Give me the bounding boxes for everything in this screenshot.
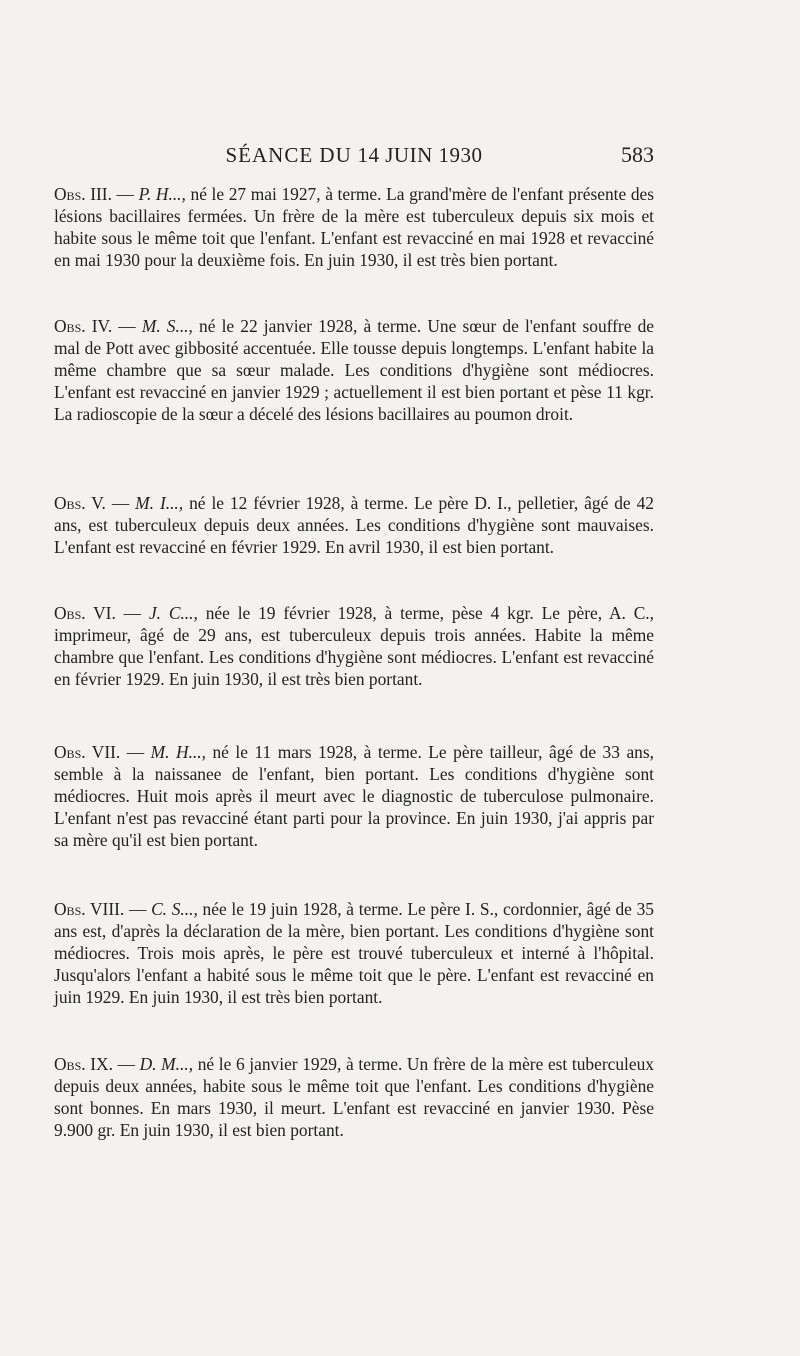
observation-dash: — xyxy=(115,603,149,623)
observation-7 xyxy=(54,741,654,851)
observation-label: Obs. VII. xyxy=(54,742,121,762)
observation-6 xyxy=(54,602,654,690)
observation-text: née le 19 février 1928, à terme, pèse 4 kgr. Le père, A. C., imprimeur, âgé de 29 ans, est tuberculeux depuis trois années. Habite la même chambre que l'enfant. Les conditions d'hygiène sont médiocres. L'enfant est revacciné en février 1929. En juin 1930, il est très bien portant. xyxy=(54,603,655,689)
header-prefix: SÉANCE DU xyxy=(225,143,352,167)
observation-label: Obs. VIII. xyxy=(54,899,125,919)
observation-3 xyxy=(54,183,654,271)
observation-patient: D. M..., xyxy=(139,1054,194,1074)
observation-dash: — xyxy=(105,493,136,513)
observation-text: né le 6 janvier 1929, à terme. Un frère de la mère est tuberculeux depuis deux années, habite sous le même toit que l'enfant. Les conditions d'hygiène sont bonnes. En mars 1930, il meurt. L'enfant est revacciné en janvier 1930. Pèse 9.900 gr. En juin 1930, il est bien portant. xyxy=(54,1054,654,1140)
page-number: 583 xyxy=(621,142,654,167)
observation-label: Obs. VI. xyxy=(54,603,116,623)
observation-9 xyxy=(54,1053,654,1141)
observation-label: Obs. III. xyxy=(54,184,112,204)
observation-dash: — xyxy=(120,742,151,762)
observation-text: né le 22 janvier 1928, à terme. Une sœur de l'enfant souffre de mal de Pott avec gibbosité accentuée. Elle tousse depuis longtemps. L'enfant habite la même chambre que sa sœur malade. Les conditions d'hygiène sont médiocres. L'enfant est revacciné en janvier 1929 ; actuellement il est bien portant et pèse 11 kgr. La radioscopie de la sœur a décelé des lésions bacillaires au poumon droit. xyxy=(54,316,654,424)
observation-text: née le 19 juin 1928, à terme. Le père I. S., cordonnier, âgé de 35 ans est, d'après la déclaration de la mère, bien portant. Les conditions d'hygiène sont médiocres. Trois mois après, le père est trouvé tuberculeux et interné à l'hôpital. Jusqu'alors l'enfant a habité sous le même toit que le père. L'enfant est revacciné en juin 1929. En juin 1930, il est très bien portant. xyxy=(54,899,654,1007)
observation-dash: — xyxy=(111,184,139,204)
observation-label: Obs. IV. xyxy=(54,316,113,336)
observation-patient: M. H..., xyxy=(150,742,206,762)
observation-patient: M. S..., xyxy=(141,316,193,336)
observation-patient: P. H..., xyxy=(138,184,186,204)
header-date: 14 JUIN 1930 xyxy=(357,143,483,167)
observation-4 xyxy=(54,315,654,425)
observation-dash: — xyxy=(112,316,142,336)
running-header xyxy=(54,140,654,170)
observation-dash: — xyxy=(112,1054,140,1074)
observation-text: né le 27 mai 1927, à terme. La grand'mère de l'enfant présente des lésions bacillaires fermées. Un frère de la mère est tuberculeux depuis six mois et habite sous le même toit que l'enfant. L'enfant est revacciné en mai 1928 et revacciné en mai 1930 pour la deuxième fois. En juin 1930, il est très bien portant. xyxy=(54,184,654,270)
observation-text: né le 11 mars 1928, à terme. Le père tailleur, âgé de 33 ans, semble à la naissanee de l'enfant, bien portant. Les conditions d'hygiène sont médiocres. Huit mois après il meurt avec le diagnostic de tuberculose pulmonaire. L'enfant n'est pas revacciné étant parti pour la province. En juin 1930, j'ai appris par sa mère qu'il est bien portant. xyxy=(54,742,654,850)
observation-text: né le 12 février 1928, à terme. Le père D. I., pelletier, âgé de 42 ans, est tuberculeux depuis deux années. Les conditions d'hygiène sont mauvaises. L'enfant est revacciné en février 1929. En avril 1930, il est bien portant. xyxy=(54,493,654,557)
observation-patient: J. C..., xyxy=(148,603,198,623)
observation-label: Obs. V. xyxy=(54,493,106,513)
observation-dash: — xyxy=(124,899,152,919)
observation-patient: M. I..., xyxy=(135,493,184,513)
header-title xyxy=(54,140,654,170)
observation-label: Obs. IX. xyxy=(54,1054,113,1074)
observation-8 xyxy=(54,898,654,1008)
observation-5 xyxy=(54,492,654,558)
observation-patient: C. S..., xyxy=(151,899,198,919)
